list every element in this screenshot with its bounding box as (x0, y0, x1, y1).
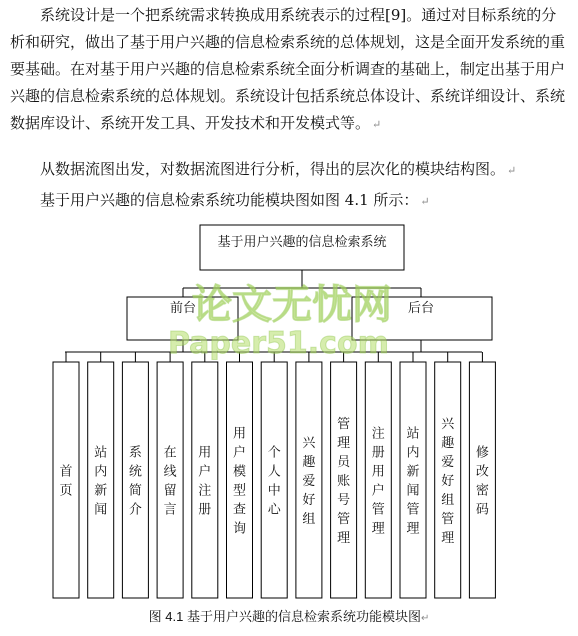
leaf-module-box (400, 362, 426, 598)
leaf-module-box (227, 362, 253, 598)
leaf-module-box (469, 362, 495, 598)
return-mark: ↵ (372, 118, 382, 131)
watermark-url-text: Paper51.com (168, 326, 389, 361)
leaf-module-label: 站内新闻 (94, 445, 108, 518)
leaf-module-label: 系统简介 (128, 445, 142, 518)
leaf-module-label: 管理员账号管理 (337, 417, 351, 546)
watermark-logo-text: 论文无忧网 (192, 282, 392, 328)
root-module-label: 基于用户兴趣的信息检索系统 (217, 235, 387, 250)
leaf-module-box (192, 362, 218, 598)
backend-module-label: 后台 (407, 301, 435, 316)
leaf-module-label: 修改密码 (475, 445, 489, 518)
leaf-module-label: 注册用户管理 (371, 426, 385, 537)
leaf-module-label: 首页 (59, 464, 73, 499)
leaf-module-label: 兴趣爱好组 (302, 436, 316, 527)
leaf-module-box (365, 362, 391, 598)
figure-intro-paragraph-text: 基于用户兴趣的信息检索系统功能模块图如图 4.1 所示： (40, 191, 419, 209)
leaf-module-box (122, 362, 148, 598)
leaf-module-label: 用户模型查询 (232, 426, 247, 537)
leaf-module-label: 用户注册 (198, 445, 212, 518)
figure-caption (0, 606, 578, 625)
return-mark: ↵ (420, 613, 430, 624)
leaf-module-box (157, 362, 183, 598)
leaf-module-label: 在线留言 (163, 445, 177, 518)
leaf-module-label: 兴趣爱好组管理 (441, 417, 455, 546)
dataflow-paragraph-text: 从数据流图出发，对数据流图进行分析，得出的层次化的模块结构图。 (40, 160, 506, 178)
leaf-module-label: 站内新闻管理 (406, 426, 420, 537)
intro-paragraph-text: 系统设计是一个把系统需求转换成用系统表示的过程[9]。通过对目标系统的分析和研究，做出了基于用户兴趣的信息检索系统的总体规划，这是全面开发系统的重要基础。在对基于用户兴趣的信息检索系统全面分析调查的基础上，制定出基于用户兴趣的信息检索系统的总体规划。系统设计包括系统总体设计、系统详细设计、系统数据库设计、系统开发工具、开发技术和开发模式等。 (10, 6, 566, 132)
leaf-module-box (88, 362, 114, 598)
frontend-module-label: 前台 (169, 301, 197, 316)
figure-caption-text: 图 4.1 基于用户兴趣的信息检索系统功能模块图 (148, 609, 421, 624)
return-mark: ↵ (507, 164, 517, 177)
leaf-module-box (53, 362, 79, 598)
return-mark: ↵ (420, 195, 430, 208)
leaf-module-box (261, 362, 287, 598)
leaf-module-label: 个人中心 (267, 445, 281, 518)
